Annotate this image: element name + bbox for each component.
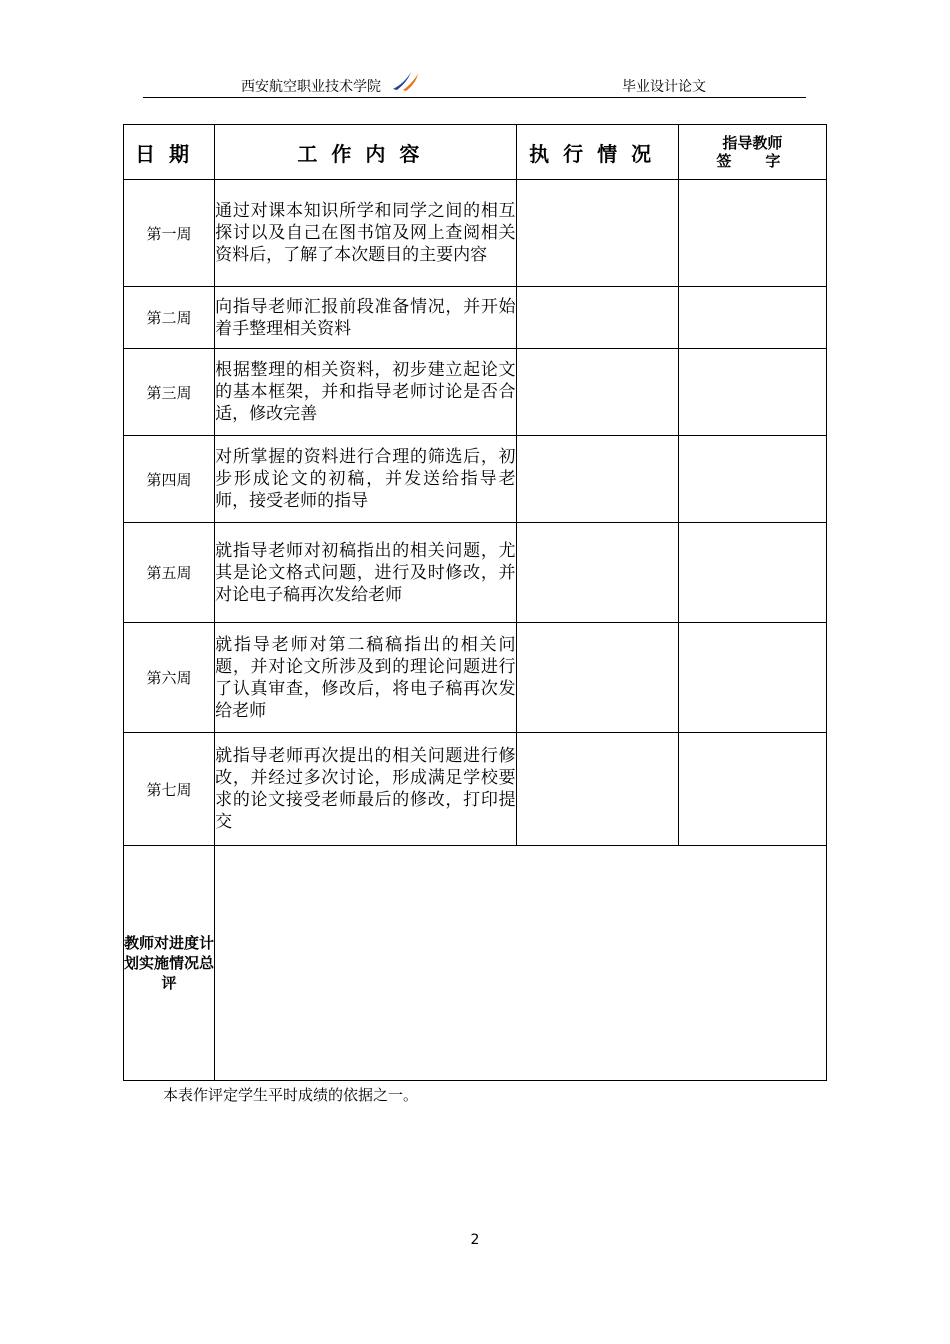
week-cell: 第二周 xyxy=(124,287,215,349)
execution-cell[interactable] xyxy=(516,733,678,846)
table-row xyxy=(124,287,827,349)
table-header-row xyxy=(124,125,827,180)
table-row xyxy=(124,623,827,733)
thesis-label: 毕业设计论文 xyxy=(622,79,706,95)
week-cell: 第七周 xyxy=(124,733,215,846)
week-cell: 第三周 xyxy=(124,349,215,436)
sign-cell[interactable] xyxy=(678,733,826,846)
sign-cell[interactable] xyxy=(678,623,826,733)
header-sign-line1: 指导教师 xyxy=(722,134,783,152)
content-cell: 通过对课本知识所学和同学之间的相互探讨以及自己在图书馆及网上查阅相关资料后，了解了本次题目的主要内容 xyxy=(215,180,516,287)
table-row xyxy=(124,180,827,287)
execution-cell[interactable] xyxy=(516,523,678,623)
execution-cell[interactable] xyxy=(516,436,678,523)
execution-cell[interactable] xyxy=(516,349,678,436)
content-cell: 向指导老师汇报前段准备情况，并开始着手整理相关资料 xyxy=(215,287,516,349)
sign-cell[interactable] xyxy=(678,436,826,523)
footnote: 本表作评定学生平时成绩的依据之一。 xyxy=(163,1086,419,1104)
header-sign-line2: 签字 xyxy=(716,152,815,170)
content-cell: 就指导老师对第二稿稿指出的相关问题，并对论文所涉及到的理论问题进行了认真审查，修改后，将电子稿再次发给老师 xyxy=(215,623,516,733)
week-cell: 第五周 xyxy=(124,523,215,623)
page-number: 2 xyxy=(470,1232,480,1248)
summary-value[interactable] xyxy=(215,846,827,1081)
content-cell: 就指导老师对初稿指出的相关问题，尤其是论文格式问题，进行及时修改，并对论电子稿再次发给老师 xyxy=(215,523,516,623)
summary-row xyxy=(124,846,827,1081)
execution-cell[interactable] xyxy=(516,623,678,733)
header-sign xyxy=(678,125,826,180)
sign-cell[interactable] xyxy=(678,523,826,623)
sign-cell[interactable] xyxy=(678,180,826,287)
header-date: 日期 xyxy=(124,125,215,180)
header-content: 工作内容 xyxy=(215,125,516,180)
swoosh-logo-icon xyxy=(391,70,421,92)
content-cell: 就指导老师再次提出的相关问题进行修改，并经过多次讨论，形成满足学校要求的论文接受老师最后的修改，打印提交 xyxy=(215,733,516,846)
week-cell: 第六周 xyxy=(124,623,215,733)
sign-cell[interactable] xyxy=(678,287,826,349)
execution-cell[interactable] xyxy=(516,287,678,349)
page-header xyxy=(143,70,806,98)
content-cell: 对所掌握的资料进行合理的筛选后，初步形成论文的初稿，并发送给指导老师，接受老师的指导 xyxy=(215,436,516,523)
header-execution: 执行情况 xyxy=(516,125,678,180)
sign-cell[interactable] xyxy=(678,349,826,436)
execution-cell[interactable] xyxy=(516,180,678,287)
summary-label: 教师对进度计划实施情况总评 xyxy=(124,846,215,1081)
table-row xyxy=(124,733,827,846)
week-cell: 第一周 xyxy=(124,180,215,287)
table-row xyxy=(124,349,827,436)
week-cell: 第四周 xyxy=(124,436,215,523)
table-row xyxy=(124,436,827,523)
school-name: 西安航空职业技术学院 xyxy=(241,79,381,95)
table-row xyxy=(124,523,827,623)
content-cell: 根据整理的相关资料，初步建立起论文的基本框架，并和指导老师讨论是否合适，修改完善 xyxy=(215,349,516,436)
progress-plan-table xyxy=(123,124,827,1081)
